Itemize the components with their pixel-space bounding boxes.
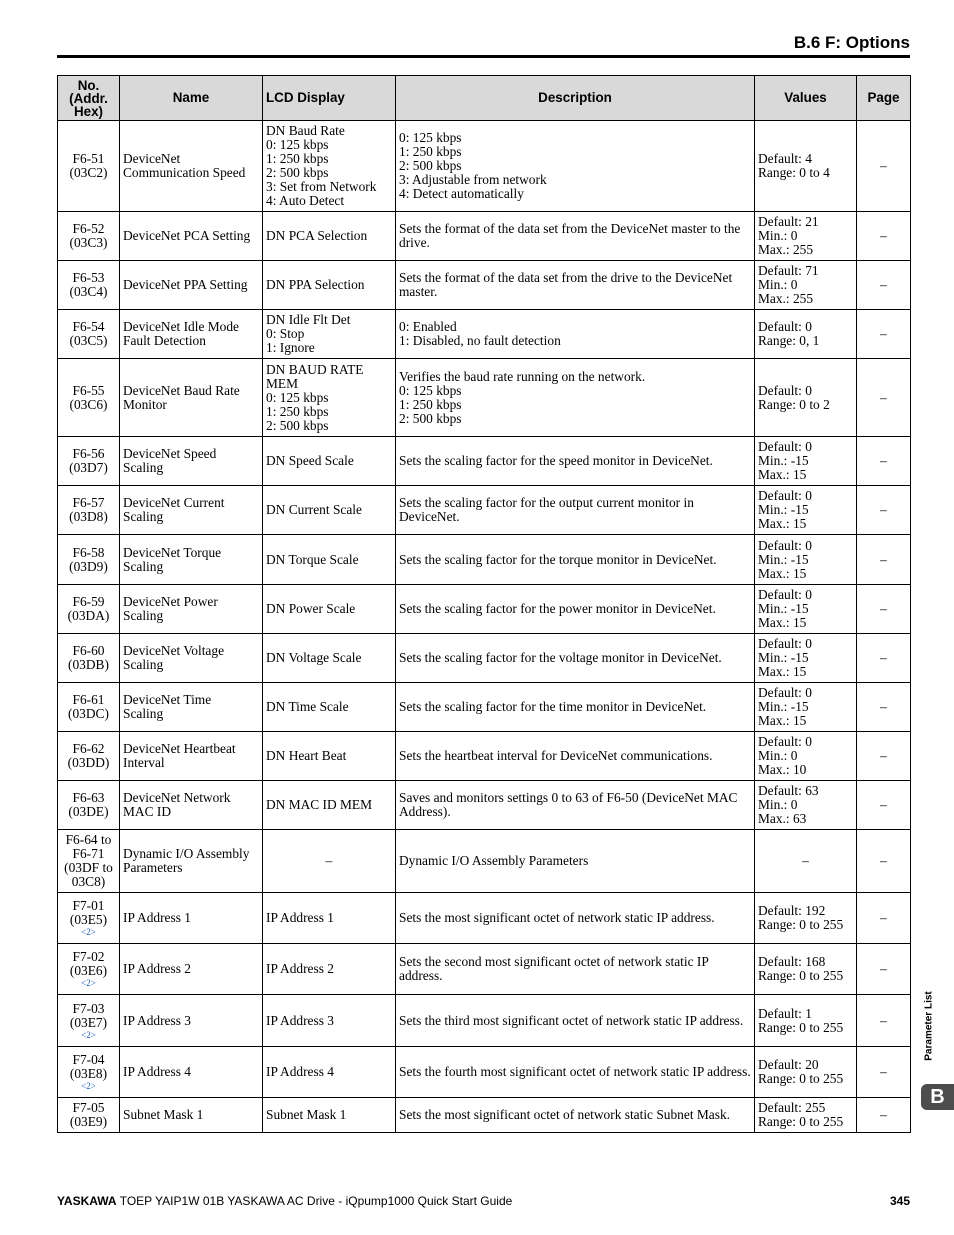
values-cell-text: Default: 20 Range: 0 to 255 xyxy=(758,1057,844,1086)
values-cell-text: Default: 0 Min.: -15 Max.: 15 xyxy=(758,488,812,531)
param-number-cell-text: F6-55 (03C6) xyxy=(69,382,108,412)
page-cell xyxy=(857,261,911,310)
values-cell xyxy=(755,310,857,359)
param-number-cell-text: F7-02 (03E6) xyxy=(69,949,108,978)
lcd-display-cell-text: IP Address 4 xyxy=(266,1064,334,1079)
table-row xyxy=(58,732,911,781)
table-row xyxy=(58,830,911,893)
param-number-cell xyxy=(58,830,120,893)
lcd-display-cell-text: DN Heart Beat xyxy=(266,748,347,763)
description-cell-text: Sets the scaling factor for the output current monitor in DeviceNet. xyxy=(399,495,694,524)
param-name-cell-text: IP Address 2 xyxy=(123,961,191,976)
values-cell xyxy=(755,585,857,634)
page-cell-text: – xyxy=(880,1107,887,1122)
lcd-display-cell xyxy=(263,995,396,1047)
lcd-display-cell-text: DN Idle Flt Det 0: Stop 1: Ignore xyxy=(266,312,351,355)
lcd-display-cell-text: DN Baud Rate 0: 125 kbps 1: 250 kbps 2: 500 kbps 3: Set from Network 4: Auto Detect xyxy=(266,123,377,208)
page-cell xyxy=(857,535,911,585)
param-number-cell-text: F6-61 (03DC) xyxy=(68,692,109,721)
values-cell-text: Default: 1 Range: 0 to 255 xyxy=(758,1005,844,1035)
param-name-cell-text: DeviceNet Communication Speed xyxy=(123,151,246,180)
page-cell-text: – xyxy=(880,158,887,173)
page-cell-text: – xyxy=(880,601,887,616)
table-row xyxy=(58,683,911,732)
page-cell-text: – xyxy=(880,502,887,517)
param-name-cell-text: IP Address 3 xyxy=(123,1012,191,1028)
description-cell xyxy=(396,1098,755,1133)
footer-brand: YASKAWA xyxy=(57,1194,117,1208)
values-cell-text: Default: 21 Min.: 0 Max.: 255 xyxy=(758,214,819,257)
description-cell-text: Sets the scaling factor for the time monitor in DeviceNet. xyxy=(399,699,707,714)
footnote-reference[interactable]: <2> xyxy=(81,1081,96,1091)
values-cell xyxy=(755,486,857,535)
column-header-no: No. (Addr. Hex) xyxy=(58,76,120,121)
lcd-display-cell xyxy=(263,1098,396,1133)
param-number-cell xyxy=(58,1098,120,1133)
table-row xyxy=(58,585,911,634)
page-cell-text: – xyxy=(880,228,887,243)
values-cell-text: Default: 0 Range: 0 to 2 xyxy=(758,382,830,412)
param-number-cell xyxy=(58,486,120,535)
description-cell-text: Verifies the baud rate running on the network. 0: 125 kbps 1: 250 kbps 2: 500 kbps xyxy=(399,368,646,426)
param-number-cell xyxy=(58,535,120,585)
values-cell-text: Default: 0 Min.: -15 Max.: 15 xyxy=(758,439,812,482)
page-cell-text: – xyxy=(880,326,887,341)
values-cell xyxy=(755,683,857,732)
column-header-page: Page xyxy=(857,76,911,121)
lcd-display-cell-text: DN Current Scale xyxy=(266,502,362,517)
lcd-display-cell-text: DN Voltage Scale xyxy=(266,650,362,665)
lcd-display-cell xyxy=(263,359,396,437)
lcd-display-cell-text: DN MAC ID MEM xyxy=(266,797,373,812)
param-name-cell xyxy=(120,310,263,359)
description-cell xyxy=(396,781,755,830)
param-name-cell-text: Dynamic I/O Assembly Parameters xyxy=(123,846,250,875)
param-number-cell-text: F6-64 to F6-71 (03DF to 03C8) xyxy=(64,832,113,889)
description-cell xyxy=(396,359,755,437)
table-header-row xyxy=(58,76,911,121)
column-header-values: Values xyxy=(755,76,857,121)
lcd-display-cell-text: DN Time Scale xyxy=(266,699,349,714)
param-number-cell xyxy=(58,944,120,995)
values-cell-text: Default: 0 Range: 0, 1 xyxy=(758,319,820,348)
param-number-cell-text: F7-01 (03E5) xyxy=(69,898,108,927)
param-name-cell xyxy=(120,261,263,310)
description-cell-text: Sets the second most significant octet of network static IP address. xyxy=(399,954,709,983)
footnote-reference[interactable]: <2> xyxy=(81,927,96,937)
column-header-lcd: LCD Display xyxy=(263,76,396,121)
values-cell xyxy=(755,893,857,944)
param-number-cell-text: F7-04 (03E8) xyxy=(69,1052,108,1081)
table-row xyxy=(58,535,911,585)
table-row xyxy=(58,486,911,535)
values-cell-text: Default: 0 Min.: 0 Max.: 10 xyxy=(758,734,812,777)
table-row xyxy=(58,1047,911,1098)
section-title: B.6 F: Options xyxy=(793,33,910,52)
description-cell xyxy=(396,1047,755,1098)
values-cell xyxy=(755,995,857,1047)
page-cell-text: – xyxy=(880,797,887,812)
footer-document-title: TOEP YAIP1W 01B YASKAWA AC Drive - iQpump1000 Quick Start Guide xyxy=(119,1194,513,1208)
lcd-display-cell-text: Subnet Mask 1 xyxy=(266,1107,347,1122)
footer xyxy=(57,1194,512,1208)
table-row xyxy=(58,995,911,1047)
description-cell-text: Sets the scaling factor for the power monitor in DeviceNet. xyxy=(399,601,716,616)
page-cell xyxy=(857,995,911,1047)
values-cell-text: Default: 4 Range: 0 to 4 xyxy=(758,151,830,180)
parameter-table xyxy=(57,75,911,1133)
description-cell xyxy=(396,486,755,535)
param-name-cell xyxy=(120,732,263,781)
description-cell-text: Saves and monitors settings 0 to 63 of F6-50 (DeviceNet MAC Address). xyxy=(399,790,738,819)
description-cell xyxy=(396,437,755,486)
param-name-cell xyxy=(120,535,263,585)
values-cell-text: Default: 255 Range: 0 to 255 xyxy=(758,1100,844,1129)
param-number-cell-text: F6-62 (03DD) xyxy=(67,741,110,770)
values-cell xyxy=(755,830,857,893)
param-number-cell xyxy=(58,732,120,781)
page-cell xyxy=(857,359,911,437)
page-cell-text: – xyxy=(880,853,887,868)
description-cell xyxy=(396,121,755,212)
param-number-cell-text: F6-51 (03C2) xyxy=(69,151,108,180)
lcd-display-cell-text: IP Address 2 xyxy=(266,961,334,976)
page-cell xyxy=(857,893,911,944)
footnote-reference[interactable]: <2> xyxy=(81,1029,96,1040)
lcd-display-cell xyxy=(263,310,396,359)
values-cell xyxy=(755,261,857,310)
lcd-display-cell xyxy=(263,437,396,486)
lcd-display-cell-text: DN PCA Selection xyxy=(266,228,368,243)
description-cell xyxy=(396,995,755,1047)
footnote-reference[interactable]: <2> xyxy=(81,978,96,988)
lcd-display-cell-text: IP Address 3 xyxy=(266,1012,334,1028)
param-name-cell xyxy=(120,683,263,732)
description-cell-text: Sets the format of the data set from the drive to the DeviceNet master. xyxy=(399,270,733,299)
param-number-cell-text: F6-59 (03DA) xyxy=(67,594,110,623)
param-name-cell xyxy=(120,893,263,944)
lcd-display-cell xyxy=(263,486,396,535)
page-number: 345 xyxy=(889,1194,910,1208)
table-row xyxy=(58,1098,911,1133)
param-number-cell xyxy=(58,995,120,1047)
param-number-cell xyxy=(58,261,120,310)
page-cell-text: – xyxy=(880,551,887,567)
param-name-cell-text: DeviceNet PPA Setting xyxy=(123,277,248,292)
page-cell xyxy=(857,437,911,486)
page-cell xyxy=(857,683,911,732)
param-number-cell xyxy=(58,585,120,634)
lcd-display-cell-text: DN Speed Scale xyxy=(266,453,354,468)
description-cell xyxy=(396,310,755,359)
page-cell xyxy=(857,585,911,634)
column-header-description: Description xyxy=(396,76,755,121)
param-number-cell xyxy=(58,310,120,359)
description-cell-text: Sets the scaling factor for the voltage monitor in DeviceNet. xyxy=(399,650,722,665)
values-cell-text: Default: 0 Min.: -15 Max.: 15 xyxy=(758,537,812,581)
param-name-cell xyxy=(120,781,263,830)
description-cell xyxy=(396,212,755,261)
table-row xyxy=(58,781,911,830)
param-name-cell xyxy=(120,830,263,893)
param-number-cell-text: F6-52 (03C3) xyxy=(69,221,108,250)
description-cell xyxy=(396,944,755,995)
description-cell xyxy=(396,683,755,732)
page-cell xyxy=(857,634,911,683)
description-cell-text: Sets the most significant octet of network static IP address. xyxy=(399,910,715,925)
values-cell-text: Default: 168 Range: 0 to 255 xyxy=(758,954,844,983)
table-row xyxy=(58,634,911,683)
header-rule xyxy=(57,55,910,58)
param-name-cell-text: DeviceNet Heartbeat Interval xyxy=(123,741,236,770)
page-cell-text: – xyxy=(880,961,887,976)
param-number-cell-text: F6-58 (03D9) xyxy=(69,544,108,574)
page-cell xyxy=(857,944,911,995)
param-number-cell xyxy=(58,437,120,486)
param-name-cell-text: DeviceNet PCA Setting xyxy=(123,228,251,243)
param-name-cell-text: DeviceNet Voltage Scaling xyxy=(123,643,225,672)
lcd-display-cell xyxy=(263,634,396,683)
values-cell-text: Default: 0 Min.: -15 Max.: 15 xyxy=(758,587,812,630)
param-number-cell xyxy=(58,212,120,261)
description-cell-text: Sets the most significant octet of network static Subnet Mask. xyxy=(399,1107,730,1122)
param-name-cell xyxy=(120,995,263,1047)
table-row xyxy=(58,310,911,359)
lcd-display-cell-text: DN Torque Scale xyxy=(266,551,359,567)
table-row xyxy=(58,437,911,486)
values-cell-text: Default: 0 Min.: -15 Max.: 15 xyxy=(758,685,812,728)
values-cell-text: Default: 71 Min.: 0 Max.: 255 xyxy=(758,263,819,306)
page-cell-text: – xyxy=(880,1012,887,1028)
param-name-cell xyxy=(120,486,263,535)
param-number-cell xyxy=(58,683,120,732)
values-cell xyxy=(755,781,857,830)
page-cell-text: – xyxy=(880,277,887,292)
lcd-display-cell-text: DN Power Scale xyxy=(266,601,356,616)
page-cell xyxy=(857,781,911,830)
param-name-cell-text: DeviceNet Current Scaling xyxy=(123,495,225,524)
lcd-display-cell xyxy=(263,261,396,310)
param-name-cell xyxy=(120,359,263,437)
page-cell xyxy=(857,830,911,893)
lcd-display-cell-text: – xyxy=(325,853,333,868)
param-name-cell-text: DeviceNet Time Scaling xyxy=(123,692,212,721)
lcd-display-cell xyxy=(263,944,396,995)
param-name-cell xyxy=(120,437,263,486)
values-cell xyxy=(755,121,857,212)
param-name-cell-text: IP Address 4 xyxy=(123,1064,191,1079)
page-cell-text: – xyxy=(880,389,887,405)
page-cell xyxy=(857,486,911,535)
description-cell-text: Sets the scaling factor for the speed monitor in DeviceNet. xyxy=(399,453,713,468)
values-cell-text: Default: 192 Range: 0 to 255 xyxy=(758,903,844,932)
lcd-display-cell-text: IP Address 1 xyxy=(266,910,334,925)
lcd-display-cell xyxy=(263,212,396,261)
param-name-cell-text: Subnet Mask 1 xyxy=(123,1107,204,1122)
page-cell-text: – xyxy=(880,699,887,714)
values-cell xyxy=(755,212,857,261)
param-number-cell-text: F7-05 (03E9) xyxy=(69,1100,108,1129)
description-cell xyxy=(396,830,755,893)
values-cell-text: Default: 0 Min.: -15 Max.: 15 xyxy=(758,636,812,679)
description-cell-text: 0: 125 kbps 1: 250 kbps 2: 500 kbps 3: Adjustable from network 4: Detect automatically xyxy=(399,130,547,201)
param-number-cell xyxy=(58,359,120,437)
lcd-display-cell xyxy=(263,585,396,634)
param-name-cell-text: DeviceNet Speed Scaling xyxy=(123,446,217,475)
values-cell xyxy=(755,535,857,585)
param-number-cell-text: F6-63 (03DE) xyxy=(68,790,109,819)
description-cell xyxy=(396,893,755,944)
param-number-cell xyxy=(58,121,120,212)
page-cell xyxy=(857,212,911,261)
page-cell-text: – xyxy=(880,748,887,763)
lcd-display-cell xyxy=(263,1047,396,1098)
lcd-display-cell xyxy=(263,535,396,585)
param-name-cell xyxy=(120,1047,263,1098)
values-cell xyxy=(755,359,857,437)
column-header-name: Name xyxy=(120,76,263,121)
description-cell xyxy=(396,585,755,634)
table-row xyxy=(58,893,911,944)
page-cell xyxy=(857,121,911,212)
param-number-cell-text: F6-54 (03C5) xyxy=(69,319,108,348)
table-row xyxy=(58,359,911,437)
page-cell xyxy=(857,1098,911,1133)
param-name-cell-text: DeviceNet Baud Rate Monitor xyxy=(123,382,240,412)
lcd-display-cell xyxy=(263,683,396,732)
param-number-cell-text: F6-60 (03DB) xyxy=(68,643,109,672)
page-cell-text: – xyxy=(880,453,887,468)
param-number-cell-text: F6-57 (03D8) xyxy=(69,495,108,524)
values-cell-text: Default: 63 Min.: 0 Max.: 63 xyxy=(758,783,819,826)
table-row xyxy=(58,121,911,212)
description-cell xyxy=(396,732,755,781)
param-name-cell xyxy=(120,1098,263,1133)
description-cell xyxy=(396,261,755,310)
page-cell xyxy=(857,310,911,359)
table-row xyxy=(58,261,911,310)
description-cell-text: 0: Enabled 1: Disabled, no fault detection xyxy=(399,319,561,348)
values-cell xyxy=(755,1098,857,1133)
description-cell xyxy=(396,634,755,683)
values-cell xyxy=(755,944,857,995)
table-body xyxy=(58,121,911,1133)
section-tab: B xyxy=(921,1084,954,1110)
page-cell-text: – xyxy=(880,910,887,925)
page-cell xyxy=(857,1047,911,1098)
param-number-cell xyxy=(58,781,120,830)
param-name-cell xyxy=(120,212,263,261)
param-name-cell-text: DeviceNet Network MAC ID xyxy=(123,790,231,819)
values-cell xyxy=(755,437,857,486)
description-cell-text: Dynamic I/O Assembly Parameters xyxy=(399,853,589,868)
page-cell-text: – xyxy=(880,650,887,665)
table-row xyxy=(58,212,911,261)
lcd-display-cell-text: DN BAUD RATE MEM 0: 125 kbps 1: 250 kbps 2: 500 kbps xyxy=(266,361,364,433)
param-name-cell xyxy=(120,634,263,683)
param-number-cell-text: F6-53 (03C4) xyxy=(69,270,108,299)
page-cell xyxy=(857,732,911,781)
lcd-display-cell-text: DN PPA Selection xyxy=(266,277,365,292)
param-number-cell-text: F6-56 (03D7) xyxy=(69,446,108,475)
param-name-cell-text: DeviceNet Power Scaling xyxy=(123,594,218,623)
description-cell-text: Sets the scaling factor for the torque monitor in DeviceNet. xyxy=(399,551,717,567)
param-name-cell xyxy=(120,121,263,212)
param-number-cell-text: F7-03 (03E7) xyxy=(69,1000,108,1030)
param-name-cell-text: IP Address 1 xyxy=(123,910,191,925)
description-cell-text: Sets the fourth most significant octet of network static IP address. xyxy=(399,1064,751,1079)
param-name-cell-text: DeviceNet Torque Scaling xyxy=(123,544,222,574)
page-cell-text: – xyxy=(880,1064,887,1079)
values-cell xyxy=(755,634,857,683)
param-number-cell xyxy=(58,893,120,944)
param-number-cell xyxy=(58,1047,120,1098)
lcd-display-cell xyxy=(263,830,396,893)
table-row xyxy=(58,944,911,995)
lcd-display-cell xyxy=(263,732,396,781)
lcd-display-cell xyxy=(263,781,396,830)
description-cell-text: Sets the heartbeat interval for DeviceNet communications. xyxy=(399,748,713,763)
param-name-cell-text: DeviceNet Idle Mode Fault Detection xyxy=(123,319,240,348)
lcd-display-cell xyxy=(263,893,396,944)
description-cell xyxy=(396,535,755,585)
side-section-label: Parameter List xyxy=(923,991,935,1061)
param-name-cell xyxy=(120,585,263,634)
lcd-display-cell xyxy=(263,121,396,212)
values-cell xyxy=(755,732,857,781)
values-cell-text: – xyxy=(802,853,809,868)
values-cell xyxy=(755,1047,857,1098)
param-name-cell xyxy=(120,944,263,995)
param-number-cell xyxy=(58,634,120,683)
description-cell-text: Sets the third most significant octet of network static IP address. xyxy=(399,1012,744,1028)
description-cell-text: Sets the format of the data set from the DeviceNet master to the drive. xyxy=(399,221,741,250)
